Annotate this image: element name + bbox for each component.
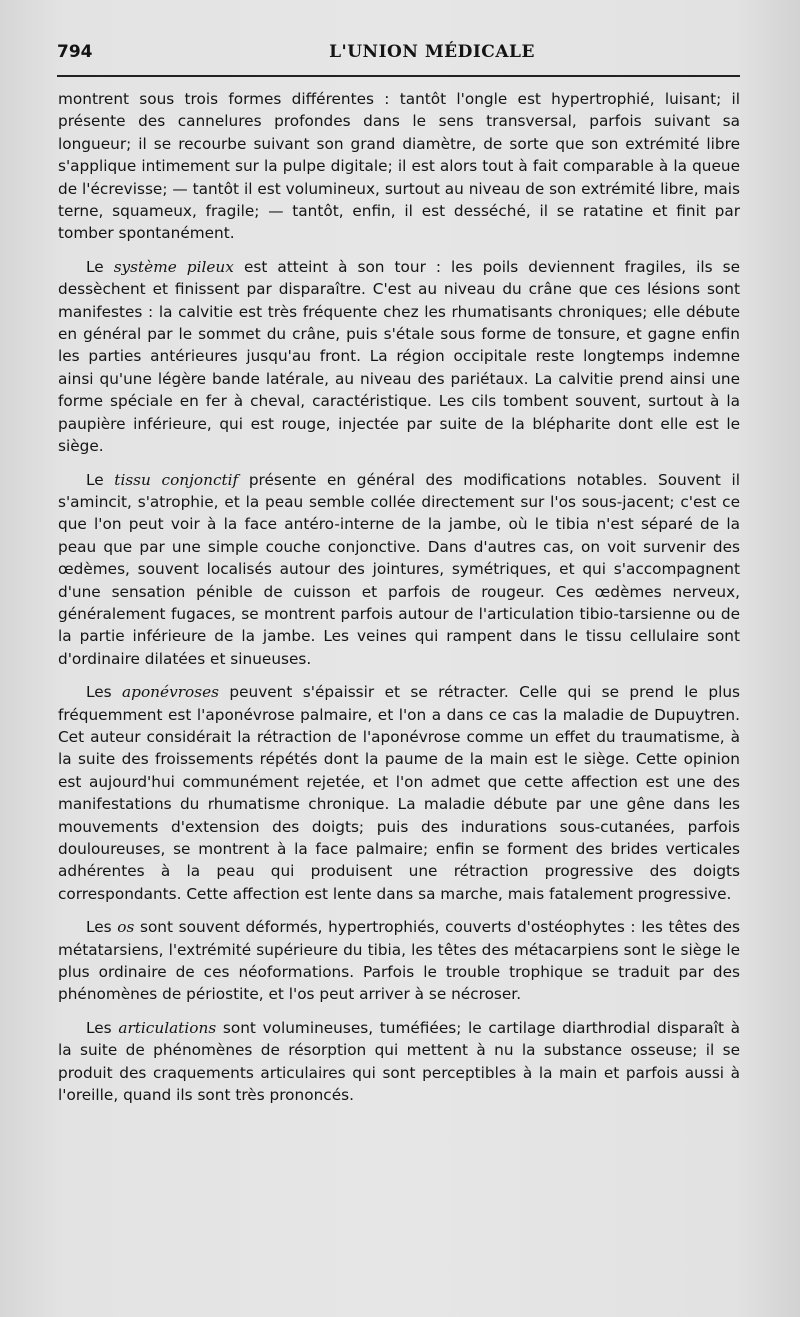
paragraph-nails-continued: montrent sous trois formes différentes : tantôt l'ongle est hypertrophié, luisant; il présente des cannelures profondes dans le sens transversal, parfois suivant sa longueur; il se recourbe suivant son grand diamètre, de sorte que son extrémité libre s'applique intimement sur la pulpe digitale; il est alors tout à fait comparable à la queue de l'écrevisse; — tantôt il est volumineux, surtout au niveau de son extrémité libre, mais terne, squameux, fragile; — tantôt, enfin, il est desséché, il se ratatine et finit par tomber spontanément.: [58, 90, 740, 243]
term-os: os: [117, 918, 135, 937]
header-rule: [57, 75, 740, 77]
term-tissu-conjonctif: tissu conjonctif: [114, 470, 239, 489]
paragraph-hair-system: Le système pileux est atteint à son tour : les poils deviennent fragiles, ils se dessèchent et finissent par disparaître. C'est au niveau du crâne que ces lésions sont manifestes : la calvitie est très fréquente chez les rhumatisants chroniques; elle débute en général par le sommet du crâne, puis s'étale sous forme de tonsure, et gagne enfin les parties antérieures jusqu'au front. La région occipitale reste longtemps indemne ainsi qu'une légère bande latérale, au niveau des pariétaux. La calvitie prend ainsi une forme spéciale en fer à cheval, caractéristique. Les cils tombent souvent, surtout à la paupière inférieure, qui est rouge, injectée par suite de la blépharite dont elle est le siège.: [58, 257, 740, 456]
article-body: [58, 88, 740, 1106]
running-title: L'UNION MÉDICALE: [329, 42, 535, 62]
paragraph-connective-tissue: Le tissu conjonctif présente en général des modifications notables. Souvent il s'amincit, s'atrophie, et la peau semble collée directement sur l'os sous-jacent; c'est ce que l'on peut voir à la face antéro-interne de la jambe, où le tibia n'est séparé de la peau que par une simple couche conjonctive. Dans d'autres cas, on voit survenir des œdèmes, souvent localisés autour des jointures, symétriques, et qui s'accompagnent d'une sensation pénible de cuisson et parfois de rougeur. Ces œdèmes nerveux, généralement fugaces, se montrent parfois autour de l'articulation tibio-tarsienne ou de la partie inférieure de la jambe. Les veines qui rampent dans le tissu cellulaire sont d'ordinaire dilatées et sinueuses.: [58, 470, 741, 668]
term-aponevroses: aponévroses: [122, 683, 219, 702]
page-number: 794: [57, 42, 93, 62]
term-articulations: articulations: [118, 1018, 217, 1037]
paragraph-aponeuroses: Les aponévroses peuvent s'épaissir et se rétracter. Celle qui se prend le plus fréquemment est l'aponévrose palmaire, et l'on a dans ce cas la maladie de Dupuytren. Cet auteur considérait la rétraction de l'aponévrose comme un effet du traumatisme, à la suite des froissements répétés dont la paume de la main est le siège. Cette opinion est aujourd'hui communément rejetée, et l'on admet que cette affection est une des manifestations du rhumatisme chronique. La maladie débute par une gêne dans les mouvements d'extension des doigts; puis des indurations sous-cutanées, parfois douloureuses, se montrent à la face palmaire; enfin se forment des brides verticales adhérentes à la peau qui produisent une rétraction progressive des doigts correspondants. Cette affection est lente dans sa marche, mais fatalement progressive.: [58, 683, 740, 903]
paragraph-joints: Les articulations sont volumineuses, tuméfiées; le cartilage diarthrodial disparaît à la suite de phénomènes de résorption qui mettent à nu la substance osseuse; il se produit des craquements articulaires qui sont perceptibles à la main et parfois aussi à l'oreille, quand ils sont très prononcés.: [58, 1018, 741, 1105]
page-header: [57, 42, 740, 68]
term-systeme-pileux: système pileux: [113, 257, 234, 276]
paragraph-bones: Les os sont souvent déformés, hypertrophiés, couverts d'ostéophytes : les têtes des métatarsiens, l'extrémité supérieure du tibia, les têtes des métacarpiens sont le siège le plus ordinaire de ces néoformations. Parfois le trouble trophique se traduit par des phénomènes de périostite, et l'os peut arriver à se nécroser.: [58, 918, 741, 1004]
